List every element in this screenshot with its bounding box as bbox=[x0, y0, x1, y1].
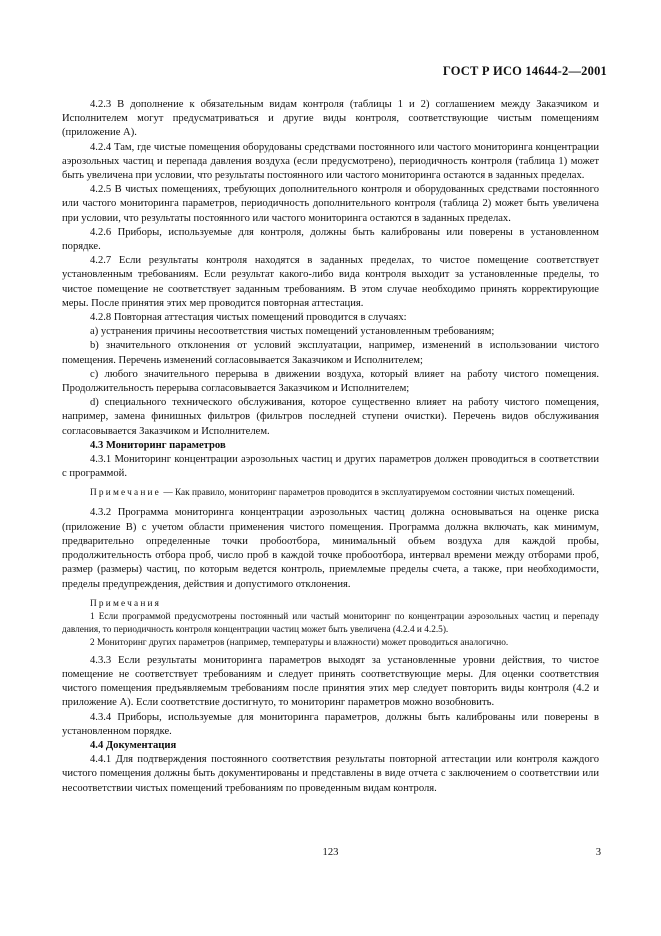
note-paragraph bbox=[62, 487, 599, 500]
section-heading-4-4: 4.4 Документация bbox=[90, 739, 177, 751]
notes-title: Примечания bbox=[90, 598, 162, 609]
note-label: Примечание bbox=[90, 488, 161, 499]
paragraph-4-2-7: 4.2.7 Если результаты контроля находятся в заданных пределах, то чистое помещение соответствует установленным требованиям. Если результат какого-либо вида контроля выходит за установленные пределы, то чистое помещение не соответствует заданным требованиям. В этом случае необходимо принять корректирующие меры. После принятия этих мер проводится повторная аттестация. bbox=[62, 255, 599, 309]
document-body bbox=[62, 98, 599, 796]
paragraph-4-3-4: 4.3.4 Приборы, используемые для мониторинга параметров, должны быть калиброваны или поверены в установленном порядке. bbox=[62, 711, 599, 737]
note-block bbox=[62, 487, 599, 500]
note-item-1: 1 Если программой предусмотрены постоянный или частый мониторинг по концентрации аэрозольных частиц и перепаду давления, то периодичность контроля концентрации частиц может быть увеличена (4.2.4 и 4.2.5). bbox=[62, 611, 599, 635]
paragraph-4-4-1: 4.4.1 Для подтверждения постоянного соответствия результаты повторной аттестации или контроля каждого чистого помещения должны быть документированы и представлены в виде отчета с заключением о соответствии или несоответствии чистых помещений требованиям по проведенным видам контроля. bbox=[62, 754, 599, 794]
paragraph-4-2-4: 4.2.4 Там, где чистые помещения оборудованы средствами постоянного или частого мониторинга концентрации аэрозольных частиц и перепада давления воздуха (если предусмотрено), периодичность контроля (таблица 1) может быть увеличена при условии, что результаты постоянного или частого мониторинга остаются в заданных пределах. bbox=[62, 141, 599, 182]
paragraph-4-3-1: 4.3.1 Мониторинг концентрации аэрозольных частиц и других параметров должен проводиться в соответствии с программой. bbox=[62, 454, 599, 480]
paragraph-4-2-8: 4.2.8 Повторная аттестация чистых помещений проводится в случаях: bbox=[90, 312, 407, 324]
notes-block bbox=[62, 598, 599, 650]
section-heading-4-3: 4.3 Мониторинг параметров bbox=[90, 439, 226, 451]
list-item-b: b) значительного отклонения от условий эксплуатации, например, изменений в использовании чистого помещения. Перечень изменений согласовывается Заказчиком и Исполнителем; bbox=[62, 340, 599, 366]
paragraph-4-2-6: 4.2.6 Приборы, используемые для контроля, должны быть калиброваны или поверены в установленном порядке. bbox=[62, 226, 599, 253]
paragraph-4-2-5: 4.2.5 В чистых помещениях, требующих дополнительного контроля и оборудованных средствами постоянного или частого мониторинга параметров, периодичность дополнительного контроля (таблица 2) может быть увеличена при условии, что результаты постоянного или частого мониторинга остаются в заданных пределах. bbox=[62, 184, 599, 224]
note-text: — Как правило, мониторинг параметров проводится в эксплуатируемом состоянии чистых помещений. bbox=[161, 488, 575, 499]
paragraph-4-3-2: 4.3.2 Программа мониторинга концентрации аэрозольных частиц должна основываться на оценке риска (приложение В) с учетом области применения чистого помещения. Программа должна включать, как минимум, предварительно определенные точки пробоотбора, минимальный объем воздуха для каждой пробы, продолжительность отбора проб, число проб в каждой точке пробоотбора, интервал времени между отборами проб, размер (размеры) частиц, по которым ведется контроль, приемлемые пределы счета, а также, при необходимости, пределы предупреждения, действия и допустимого отклонения. bbox=[62, 507, 599, 590]
paragraph-4-3-3: 4.3.3 Если результаты мониторинга параметров выходят за установленные уровни действия, то чистое помещение не соответствует требованиям и следует принять соответствующие меры. Для оценки соответствия чистого помещения предъявляемым требованиям после принятия этих мер следует повторить виды контроля (4.2 и приложение А). Если соответствие достигнуто, то мониторинг параметров можно возобновить. bbox=[62, 654, 599, 709]
list-item-a: а) устранения причины несоответствия чистых помещений установленным требованиям; bbox=[90, 326, 495, 338]
note-item-2: 2 Мониторинг других параметров (например, температуры и влажности) может проводиться аналогично. bbox=[90, 637, 509, 648]
list-item-d: d) специального технического обслуживания, которое существенно влияет на работу чистого помещения, например, замена финишных фильтров (фильтров последней ступени очистки). Перечень видов обслуживания согласовывается Заказчиком и Исполнителем. bbox=[62, 397, 599, 437]
paragraph-4-2-3: 4.2.3 В дополнение к обязательным видам контроля (таблицы 1 и 2) соглашением между Заказчиком и Исполнителем могут предусматриваться и другие виды контроля, соответствующие чистым помещениям (приложение А). bbox=[62, 99, 599, 139]
page-number-right: 3 bbox=[595, 847, 601, 858]
list-item-c: c) любого значительного перерыва в движении воздуха, который влияет на работу чистого помещения. Продолжительность перерыва согласовывается Заказчиком и Исполнителем; bbox=[62, 368, 599, 395]
page-number-center: 123 bbox=[322, 847, 339, 858]
document-header: ГОСТ Р ИСО 14644-2—2001 bbox=[442, 64, 607, 78]
